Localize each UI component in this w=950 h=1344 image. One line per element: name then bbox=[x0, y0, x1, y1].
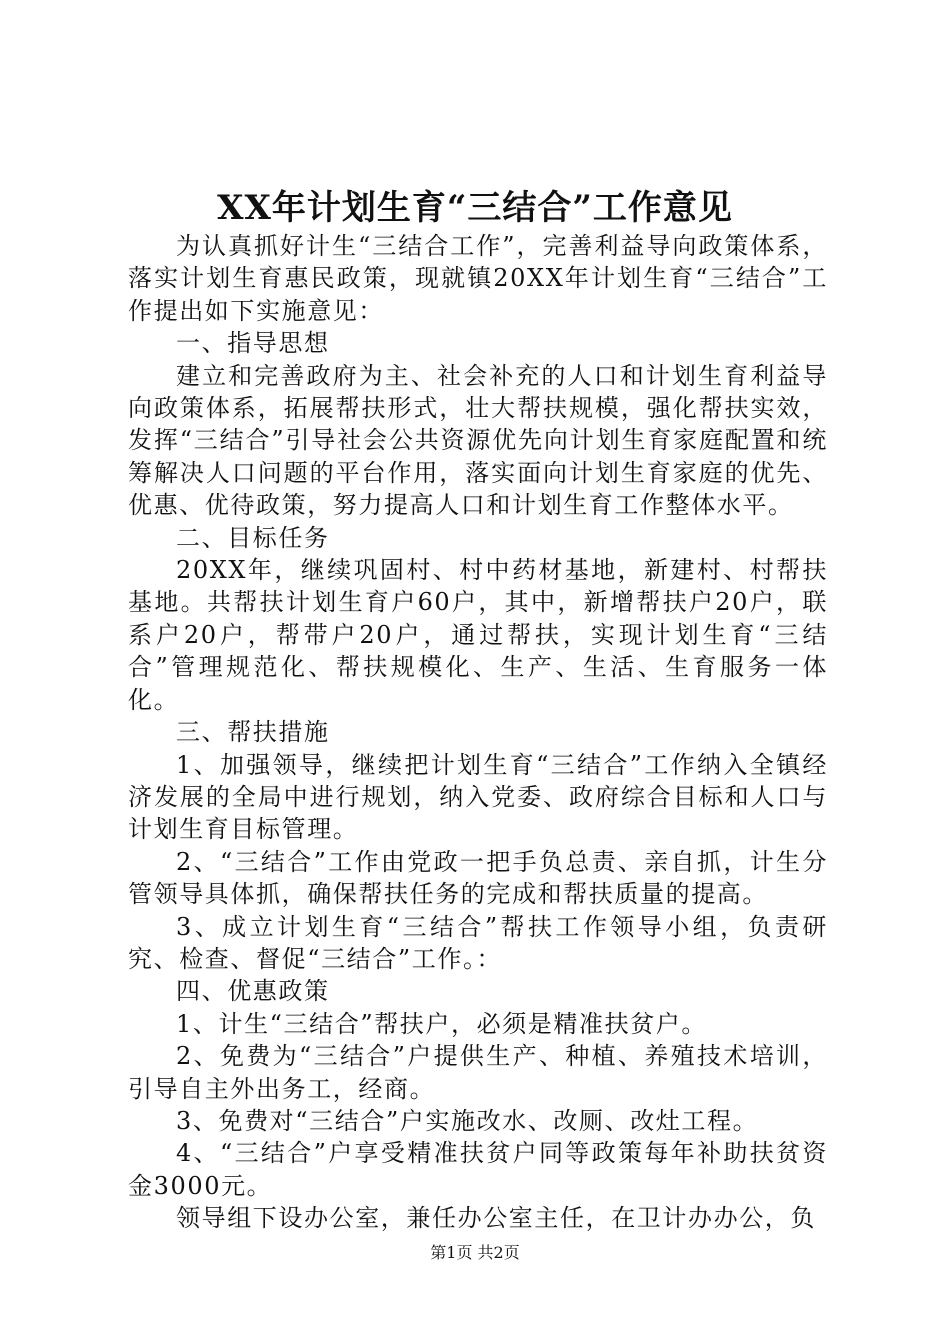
list-item: 3、免费对“三结合”户实施改水、改厕、改灶工程。 bbox=[176, 1106, 759, 1135]
section-heading: 三、帮扶措施 bbox=[176, 718, 330, 747]
section-heading: 一、指导思想 bbox=[176, 329, 330, 358]
document-title: XX年计划生育“三结合”工作意见 bbox=[217, 188, 733, 228]
paragraph-intro: 为认真抓好计生“三结合工作”，完善利益导向政策体系，落实计划生育惠民政策，现就镇20XX年计划生育“三结合”工作提出如下实施意见： bbox=[128, 232, 828, 325]
page-footer: 第1页 共2页 bbox=[430, 1243, 520, 1262]
list-item: 3、成立计划生育“三结合”帮扶工作领导小组，负责研究、检查、督促“三结合”工作。： bbox=[128, 912, 828, 973]
list-item: 2、“三结合”工作由党政一把手负总责、亲自抓，计生分管领导具体抓，确保帮扶任务的完成和帮扶质量的提高。 bbox=[128, 847, 828, 909]
section-heading: 四、优惠政策 bbox=[176, 977, 330, 1006]
document-body bbox=[128, 230, 828, 1235]
list-item: 4、“三结合”户享受精准扶贫户同等政策每年补助扶贫资金3000元。 bbox=[128, 1139, 828, 1200]
paragraph: 建立和完善政府为主、社会补充的人口和计划生育利益导向政策体系，拓展帮扶形式，壮大帮扶规模，强化帮扶实效，发挥“三结合”引导社会公共资源优先向计划生育家庭配置和统筹解决人口问题的平台作用，落实面向计划生育家庭的优先、优惠、优待政策，努力提高人口和计划生育工作整体水平。 bbox=[128, 361, 828, 520]
list-item: 2、免费为“三结合”户提供生产、种植、养殖技术培训，引导自主外出务工，经商。 bbox=[128, 1042, 828, 1103]
list-item: 1、加强领导，继续把计划生育“三结合”工作纳入全镇经济发展的全局中进行规划，纳入党委、政府综合目标和人口与计划生育目标管理。 bbox=[128, 750, 828, 844]
paragraph: 20XX年，继续巩固村、村中药材基地，新建村、村帮扶基地。共帮扶计划生育户60户，其中，新增帮扶户20户，联系户20户，帮带户20户，通过帮扶，实现计划生育“三结合”管理规范化、帮扶规模化、生产、生活、生育服务一体化。 bbox=[128, 556, 828, 714]
list-item: 1、计生“三结合”帮扶户，必须是精准扶贫户。 bbox=[176, 1009, 708, 1038]
paragraph: 领导组下设办公室，兼任办公室主任，在卫计办办公，负 bbox=[176, 1204, 816, 1233]
section-heading: 二、目标任务 bbox=[176, 523, 330, 552]
